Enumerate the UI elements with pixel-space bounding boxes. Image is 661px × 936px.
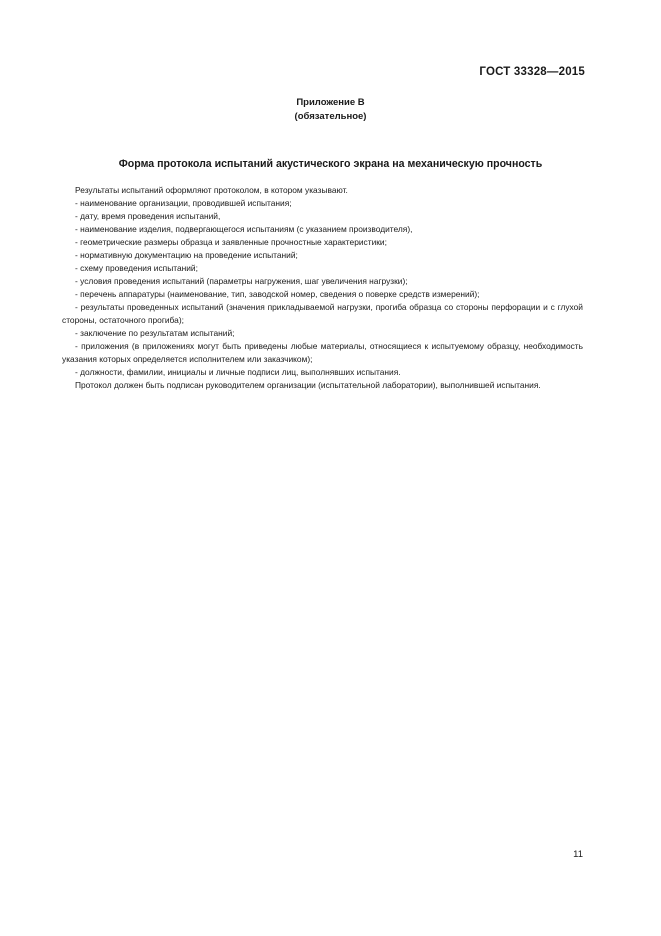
- list-item: - должности, фамилии, инициалы и личные подписи лиц, выполнявших испытания.: [75, 367, 401, 377]
- appendix-subtitle: (обязательное): [294, 111, 367, 122]
- appendix-title: Приложение В: [296, 97, 365, 108]
- list-item: - условия проведения испытаний (параметры нагружения, шаг увеличения нагрузки);: [75, 276, 408, 286]
- section-title: Форма протокола испытаний акустического экрана на механическую прочность: [118, 158, 543, 170]
- paragraph: Протокол должен быть подписан руководителем организации (испытательной лаборатории), выполнившей испытания.: [75, 380, 541, 390]
- body-text: [62, 184, 583, 392]
- paragraph: Результаты испытаний оформляют протоколом, в котором указывают.: [75, 185, 348, 195]
- appendix-heading: [0, 96, 661, 124]
- list-item: - геометрические размеры образца и заявленные прочностные характеристики;: [75, 237, 387, 247]
- page-number: 11: [573, 849, 583, 860]
- list-item: - результаты проведенных испытаний (значения прикладываемой нагрузки, прогиба образца со стороны перфорации и с глухой стороны, остаточного прогиба);: [62, 302, 583, 325]
- list-item: - дату, время проведения испытаний,: [75, 211, 221, 221]
- list-item: - наименование организации, проводившей испытания;: [75, 198, 292, 208]
- list-item: - приложения (в приложениях могут быть приведены любые материалы, относящиеся к испытуемому образцу, необходимость указания которых определяется исполнителем или заказчиком);: [62, 341, 583, 364]
- document-code: ГОСТ 33328—2015: [479, 66, 585, 78]
- list-item: - схему проведения испытаний;: [75, 263, 198, 273]
- list-item: - заключение по результатам испытаний;: [75, 328, 235, 338]
- list-item: - нормативную документацию на проведение испытаний;: [75, 250, 298, 260]
- list-item: - наименование изделия, подвергающегося испытаниям (с указанием производителя),: [75, 224, 413, 234]
- list-item: - перечень аппаратуры (наименование, тип, заводской номер, сведения о поверке средств измерений);: [75, 289, 480, 299]
